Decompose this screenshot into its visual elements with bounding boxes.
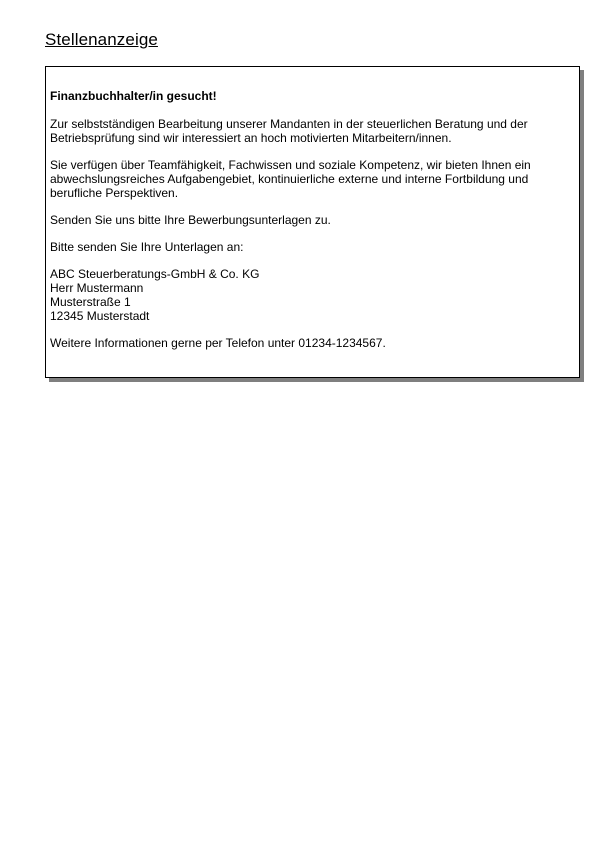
address-contact: Herr Mustermann	[50, 281, 144, 295]
job-ad-offer-paragraph: Sie verfügen über Teamfähigkeit, Fachwissen und soziale Kompetenz, wir bieten Ihnen ein abwechslungsreiches Aufgabengebiet, kontinuierliche externe und interne Fortbildung und berufliche Perspektiven.	[50, 158, 531, 200]
job-ad-intro-paragraph: Zur selbstständigen Bearbeitung unserer Mandanten in der steuerlichen Beratung und der Betriebsprüfung sind wir interessiert an hoch motivierten Mitarbeitern/innen.	[50, 117, 528, 145]
job-ad-request-paragraph: Senden Sie uns bitte Ihre Bewerbungsunterlagen zu.	[50, 213, 331, 227]
address-street: Musterstraße 1	[50, 295, 131, 309]
job-ad-footer: Weitere Informationen gerne per Telefon unter 01234-1234567.	[50, 336, 386, 350]
job-ad-address	[50, 267, 575, 323]
page-title: Stellenanzeige	[45, 30, 158, 49]
job-ad-box	[45, 66, 580, 378]
address-company: ABC Steuerberatungs-GmbH & Co. KG	[50, 267, 260, 281]
address-city: 12345 Musterstadt	[50, 309, 150, 323]
job-ad-send-to-paragraph: Bitte senden Sie Ihre Unterlagen an:	[50, 240, 244, 254]
job-ad-headline: Finanzbuchhalter/in gesucht!	[50, 89, 217, 103]
